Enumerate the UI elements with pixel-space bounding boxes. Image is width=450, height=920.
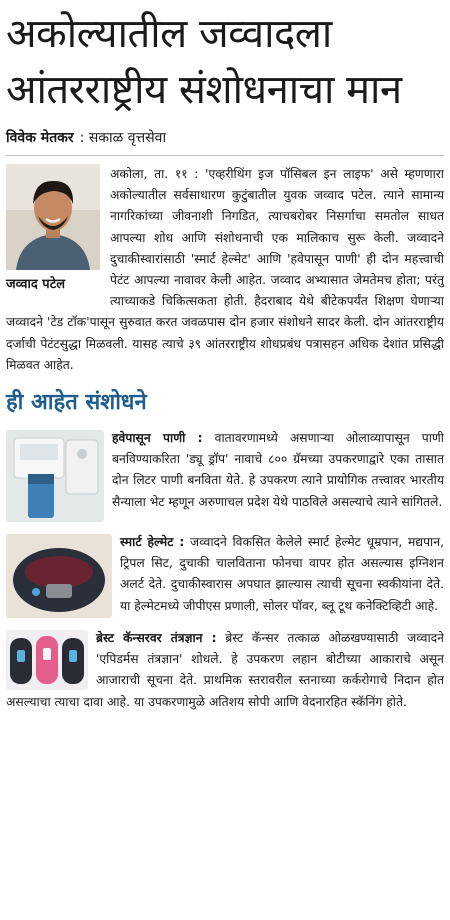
portrait-caption: जव्वाद पटेल: [6, 277, 66, 292]
headline: [6, 6, 444, 118]
smart-helmet-photo: [6, 534, 112, 618]
lede-paragraph: [6, 164, 444, 376]
research-item-breast-cancer-tech: [6, 628, 444, 713]
portrait-photo: [6, 164, 100, 270]
item-text: वातावरणामध्ये असणाऱ्या ओलाव्यापासून पाणी बनविण्याकरिता 'ड्यू ड्रॉप' नावाचे ८०० ग्रॅमच्या उपकरणाद्वारे एका तासात दोन लिटर पाणी बनविता येते. हे उपकरण त्याने प्रायोगिक तत्त्वावर भारतीय सैन्याला भेट म्हणून अरुणाचल प्रदेश येथे पाठविले असल्याचे त्याने सांगितले.: [112, 431, 444, 509]
headline-line-2: आंतरराष्ट्रीय संशोधनाचा मान: [6, 67, 402, 113]
research-item-water-from-air: [6, 428, 444, 522]
item-text: ब्रेस्ट कॅन्सर तत्काळ ओळखण्यासाठी जव्वादने 'एपिडर्मस तंत्रज्ञान' शोधले. हे उपकरण लहान बोटीच्या आकाराचे असून आजाराची सूचना देते. प्राथमिक स्तरावरील स्तनाच्या कर्करोगाचे निदान होत असल्याचा त्याचा दावा आहे. या उपकरणामुळे अतिशय सोपी आणि वेदनारहित स्कॅनिंग होते.: [6, 631, 444, 709]
divider: [6, 155, 444, 156]
item-title: ब्रेस्ट कॅन्सरवर तंत्रज्ञान :: [96, 631, 217, 646]
item-title: स्मार्ट हेल्मेट :: [120, 535, 185, 550]
section-title: ही आहेत संशोधने: [6, 390, 147, 416]
epidermis-device-photo: [6, 630, 88, 690]
byline: [6, 128, 444, 147]
research-item-smart-helmet: [6, 532, 444, 618]
dew-drop-device-photo: [6, 430, 104, 522]
news-article: [6, 6, 444, 914]
headline-line-1: अकोल्यातील जव्वादला: [6, 11, 332, 57]
portrait-block: [6, 164, 100, 295]
item-text: जव्वादने विकसित केलेले स्मार्ट हेल्मेट धूम्रपान, मद्यपान, ट्रिपल सिट, दुचाकी चालविताना फोनचा वापर होत असल्यास इग्निशन अलर्ट देते. दुचाकीस्वारास अपघात झाल्यास त्याची सूचना स्वकीयांना देते. या हेल्मेटमध्ये जीपीएस प्रणाली, सोलर पॉवर, ब्लू टूथ कनेक्टिव्हिटी आहे.: [120, 535, 444, 613]
byline-source: : सकाळ वृत्तसेवा: [79, 130, 167, 146]
lede-text: अकोला, ता. ११ : 'एव्हरीथिंग इज पॉसिबल इन लाइफ' असे म्हणणारा अकोल्यातील सर्वसाधारण कुटुंबातील युवक जव्वाद पटेल. त्याने सामान्य नागरिकांच्या जीवनाशी निगडित, त्याचबरोबर निसर्गाचा समतोल साधत आपल्या शोध आणि संशोधनाची एक मालिकाच सुरू केली. जव्वादने दुचाकीस्वारांसाठी 'स्मार्ट हेल्मेट' आणि 'हवेपासून पाणी' ही दोन महत्त्वाची पेटंट आपल्या नावावर केली आहेत. जव्वाद अभ्यासात जेमतेमच होता; परंतु त्याच्याकडे चिकित्सकता होती. हैदराबाद येथे बीटेकपर्यंत शिक्षण घेणाऱ्या जव्वादने 'टेड टॉक'पासून सुरुवात करत जवळपास दोन हजार संशोधने सादर केली. दोन आंतरराष्ट्रीय दर्जाची पेटंटसुद्धा मिळवली. यासह त्याचे ३९ आंतरराष्ट्रीय शोधप्रबंध पत्रासहन अधिक देशांत प्रसिद्धी मिळवत आहेत.: [6, 167, 444, 372]
byline-author: विवेक मेतकर: [6, 130, 74, 146]
item-title: हवेपासून पाणी :: [112, 431, 203, 446]
